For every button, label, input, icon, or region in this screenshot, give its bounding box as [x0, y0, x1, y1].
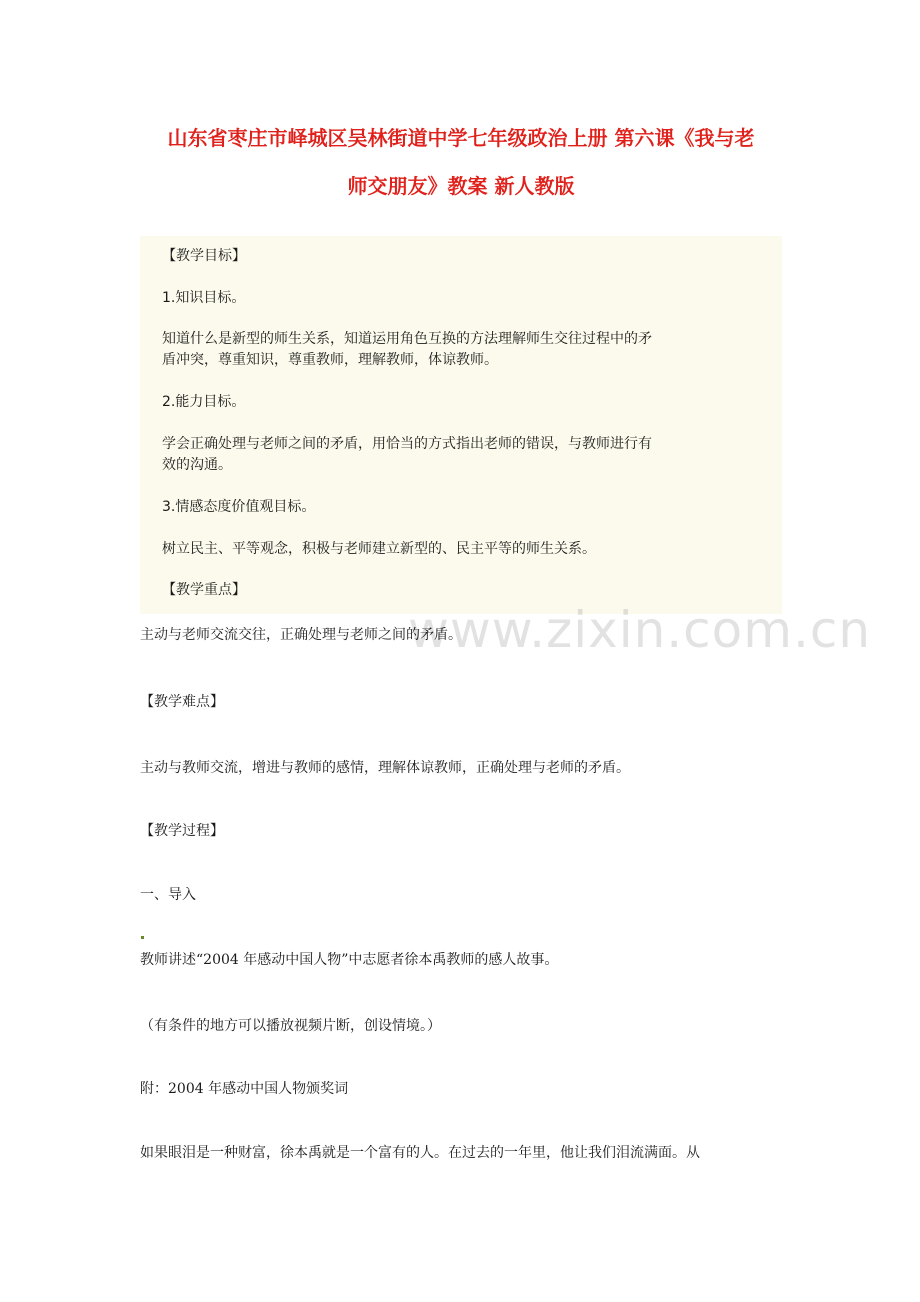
bullet-dot [141, 936, 144, 939]
emotion-goal-text: 树立民主、平等观念，积极与老师建立新型的、民主平等的师生关系。 [162, 541, 596, 557]
story-paragraph: 教师讲述“2004 年感动中国人物”中志愿者徐本禹教师的感人故事。 [140, 952, 559, 968]
knowledge-goal-text-2: 盾冲突，尊重知识，尊重教师，理解教师，体谅教师。 [162, 352, 498, 368]
intro-step: 一、导入 [140, 887, 196, 903]
difficulty-text: 主动与教师交流，增进与教师的感情，理解体谅教师，正确处理与老师的矛盾。 [140, 760, 630, 776]
ability-goal-text-2: 效的沟通。 [162, 457, 232, 473]
process-heading: 【教学过程】 [140, 823, 224, 839]
difficulty-heading: 【教学难点】 [140, 694, 224, 710]
objectives-box [140, 236, 782, 614]
watermark: www.zixin.com.cn [408, 601, 872, 659]
objectives-heading: 【教学目标】 [162, 248, 246, 264]
title-line-2: 师交朋友》教案 新人教版 [347, 174, 575, 198]
knowledge-goal-heading: 1.知识目标。 [162, 290, 246, 306]
emotion-goal-heading: 3.情感态度价值观目标。 [162, 499, 316, 515]
title-line-1: 山东省枣庄市峄城区吴林街道中学七年级政治上册 第六课《我与老 [167, 126, 755, 150]
award-text: 如果眼泪是一种财富，徐本禹就是一个富有的人。在过去的一年里，他让我们泪流满面。从 [140, 1145, 700, 1161]
ability-goal-text-1: 学会正确处理与老师之间的矛盾，用恰当的方式指出老师的错误，与教师进行有 [162, 436, 652, 452]
focus-heading: 【教学重点】 [162, 582, 246, 598]
video-note: （有条件的地方可以播放视频片断，创设情境。） [140, 1018, 441, 1034]
ability-goal-heading: 2.能力目标。 [162, 394, 246, 410]
knowledge-goal-text-1: 知道什么是新型的师生关系，知道运用角色互换的方法理解师生交往过程中的矛 [162, 331, 652, 347]
focus-text: 主动与老师交流交往，正确处理与老师之间的矛盾。 [140, 627, 462, 643]
award-heading: 附：2004 年感动中国人物颁奖词 [140, 1081, 349, 1097]
document-title [140, 114, 782, 210]
